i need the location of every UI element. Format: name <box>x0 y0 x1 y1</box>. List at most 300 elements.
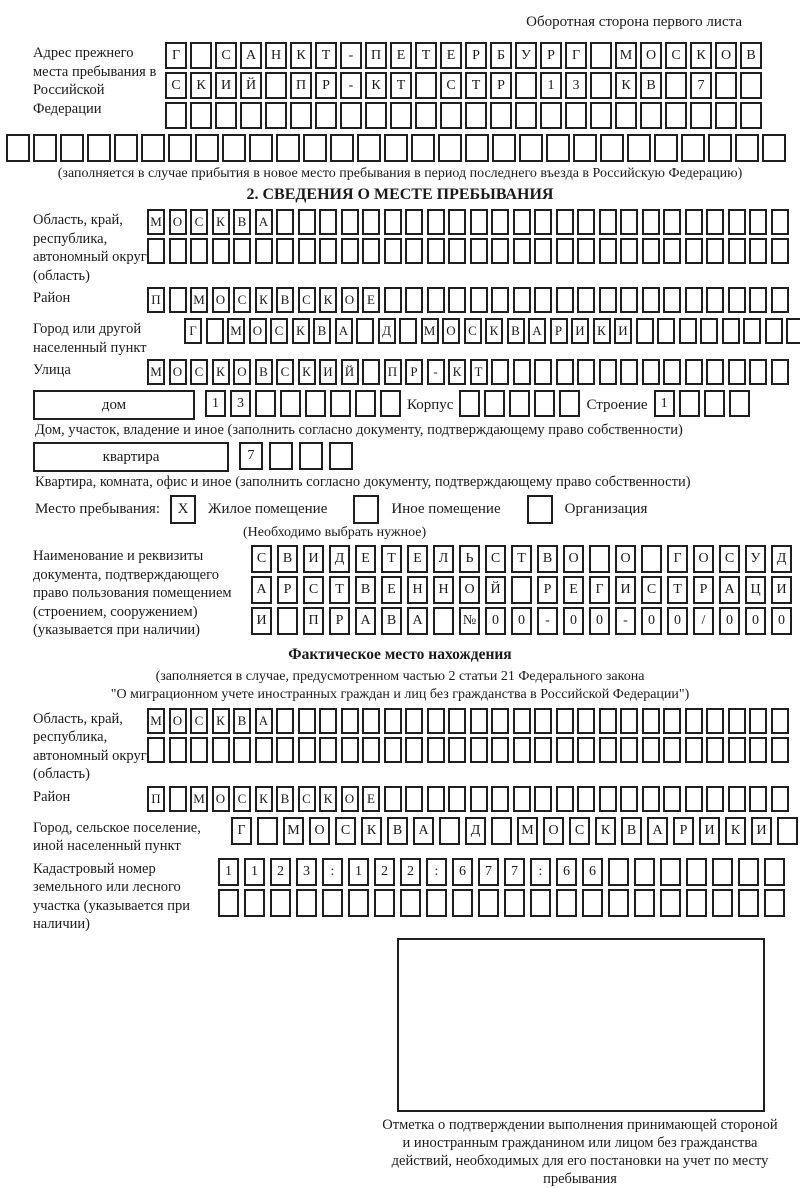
char-cell[interactable] <box>433 607 454 635</box>
char-cell[interactable] <box>513 238 531 264</box>
char-cell[interactable]: Е <box>390 42 412 69</box>
char-cell[interactable] <box>559 390 580 417</box>
char-cell[interactable] <box>686 858 707 886</box>
char-cell[interactable]: О <box>341 786 359 812</box>
char-cell[interactable] <box>322 889 343 917</box>
char-cell[interactable] <box>556 786 574 812</box>
char-cell[interactable]: Р <box>329 607 350 635</box>
char-cell[interactable]: Й <box>341 359 359 385</box>
char-cell[interactable]: М <box>147 708 165 734</box>
char-cell[interactable] <box>556 209 574 235</box>
char-cell[interactable]: С <box>251 545 272 573</box>
char-cell[interactable]: - <box>537 607 558 635</box>
char-cell[interactable]: 1 <box>540 72 562 99</box>
char-cell[interactable] <box>599 238 617 264</box>
char-cell[interactable]: С <box>440 72 462 99</box>
char-cell[interactable] <box>448 209 466 235</box>
char-cell[interactable]: - <box>340 72 362 99</box>
char-cell[interactable]: У <box>745 545 766 573</box>
char-cell[interactable]: К <box>319 287 337 313</box>
char-cell[interactable] <box>491 287 509 313</box>
char-cell[interactable]: Е <box>407 545 428 573</box>
char-cell[interactable]: 1 <box>654 390 675 417</box>
char-cell[interactable]: В <box>276 287 294 313</box>
char-cell[interactable]: С <box>233 287 251 313</box>
char-cell[interactable] <box>459 390 480 417</box>
char-cell[interactable]: Д <box>465 817 486 845</box>
char-cell[interactable]: Т <box>329 576 350 604</box>
char-cell[interactable]: К <box>725 817 746 845</box>
char-cell[interactable] <box>405 737 423 763</box>
char-cell[interactable]: И <box>699 817 720 845</box>
char-cell[interactable]: А <box>719 576 740 604</box>
char-cell[interactable] <box>513 287 531 313</box>
char-cell[interactable]: Й <box>485 576 506 604</box>
char-cell[interactable] <box>233 238 251 264</box>
char-cell[interactable] <box>546 134 570 162</box>
char-cell[interactable]: 0 <box>485 607 506 635</box>
char-cell[interactable] <box>627 134 651 162</box>
char-cell[interactable]: И <box>303 545 324 573</box>
char-cell[interactable] <box>515 102 537 129</box>
char-cell[interactable] <box>212 737 230 763</box>
char-cell[interactable]: В <box>313 318 331 344</box>
char-cell[interactable]: П <box>290 72 312 99</box>
char-cell[interactable] <box>515 72 537 99</box>
char-cell[interactable]: К <box>290 42 312 69</box>
char-cell[interactable]: П <box>147 287 165 313</box>
char-cell[interactable] <box>319 708 337 734</box>
char-cell[interactable] <box>530 889 551 917</box>
char-cell[interactable] <box>255 390 276 417</box>
char-cell[interactable] <box>426 889 447 917</box>
char-cell[interactable] <box>206 318 224 344</box>
char-cell[interactable]: Т <box>415 42 437 69</box>
char-cell[interactable]: К <box>485 318 503 344</box>
char-cell[interactable] <box>380 390 401 417</box>
char-cell[interactable] <box>642 737 660 763</box>
char-cell[interactable] <box>740 102 762 129</box>
char-cell[interactable] <box>764 889 785 917</box>
char-cell[interactable] <box>141 134 165 162</box>
char-cell[interactable]: О <box>442 318 460 344</box>
char-cell[interactable]: О <box>543 817 564 845</box>
char-cell[interactable]: С <box>190 359 208 385</box>
char-cell[interactable]: 2 <box>400 858 421 886</box>
char-cell[interactable] <box>771 209 789 235</box>
char-cell[interactable] <box>715 72 737 99</box>
char-cell[interactable]: Г <box>667 545 688 573</box>
char-cell[interactable] <box>577 359 595 385</box>
char-cell[interactable] <box>642 708 660 734</box>
char-cell[interactable] <box>608 889 629 917</box>
char-cell[interactable] <box>686 889 707 917</box>
char-cell[interactable] <box>491 737 509 763</box>
char-cell[interactable] <box>728 238 746 264</box>
char-cell[interactable] <box>534 359 552 385</box>
char-cell[interactable] <box>399 318 417 344</box>
char-cell[interactable] <box>573 134 597 162</box>
char-cell[interactable]: 2 <box>270 858 291 886</box>
char-cell[interactable] <box>405 287 423 313</box>
char-cell[interactable] <box>265 72 287 99</box>
char-cell[interactable]: В <box>381 607 402 635</box>
char-cell[interactable] <box>362 238 380 264</box>
char-cell[interactable] <box>728 737 746 763</box>
char-cell[interactable] <box>640 102 662 129</box>
char-cell[interactable]: В <box>276 786 294 812</box>
char-cell[interactable]: Д <box>771 545 792 573</box>
char-cell[interactable] <box>438 134 462 162</box>
char-cell[interactable]: О <box>341 287 359 313</box>
char-cell[interactable] <box>534 390 555 417</box>
char-cell[interactable] <box>357 134 381 162</box>
char-cell[interactable] <box>448 287 466 313</box>
char-cell[interactable] <box>728 708 746 734</box>
char-cell[interactable] <box>257 817 278 845</box>
char-cell[interactable] <box>704 390 725 417</box>
char-cell[interactable]: Е <box>440 42 462 69</box>
char-cell[interactable] <box>362 737 380 763</box>
char-cell[interactable] <box>470 786 488 812</box>
char-cell[interactable] <box>277 607 298 635</box>
char-cell[interactable] <box>556 708 574 734</box>
char-cell[interactable]: К <box>255 287 273 313</box>
char-cell[interactable] <box>642 238 660 264</box>
char-cell[interactable] <box>599 209 617 235</box>
char-cell[interactable]: О <box>233 359 251 385</box>
char-cell[interactable] <box>114 134 138 162</box>
char-cell[interactable] <box>470 708 488 734</box>
char-cell[interactable]: М <box>147 359 165 385</box>
char-cell[interactable] <box>660 889 681 917</box>
char-cell[interactable] <box>276 238 294 264</box>
char-cell[interactable] <box>491 238 509 264</box>
char-cell[interactable]: Р <box>673 817 694 845</box>
char-cell[interactable] <box>634 889 655 917</box>
char-cell[interactable] <box>540 102 562 129</box>
char-cell[interactable] <box>685 786 703 812</box>
char-cell[interactable]: О <box>715 42 737 69</box>
char-cell[interactable] <box>706 708 724 734</box>
char-cell[interactable]: А <box>255 209 273 235</box>
char-cell[interactable] <box>663 708 681 734</box>
char-cell[interactable] <box>690 102 712 129</box>
char-cell[interactable]: : <box>426 858 447 886</box>
char-cell[interactable] <box>660 858 681 886</box>
char-cell[interactable]: Е <box>563 576 584 604</box>
char-cell[interactable]: 3 <box>565 72 587 99</box>
char-cell[interactable]: Е <box>362 786 380 812</box>
char-cell[interactable] <box>305 390 326 417</box>
char-cell[interactable] <box>427 287 445 313</box>
char-cell[interactable] <box>411 134 435 162</box>
char-cell[interactable] <box>771 737 789 763</box>
char-cell[interactable] <box>440 102 462 129</box>
char-cell[interactable]: О <box>169 708 187 734</box>
char-cell[interactable] <box>190 42 212 69</box>
char-cell[interactable] <box>276 209 294 235</box>
char-cell[interactable]: О <box>693 545 714 573</box>
char-cell[interactable] <box>749 708 767 734</box>
char-cell[interactable] <box>771 359 789 385</box>
char-cell[interactable] <box>356 318 374 344</box>
char-cell[interactable] <box>715 102 737 129</box>
char-cell[interactable] <box>556 737 574 763</box>
char-cell[interactable]: Р <box>465 42 487 69</box>
char-cell[interactable]: М <box>421 318 439 344</box>
char-cell[interactable] <box>513 209 531 235</box>
char-cell[interactable]: К <box>255 786 273 812</box>
char-cell[interactable]: Р <box>490 72 512 99</box>
char-cell[interactable] <box>280 390 301 417</box>
char-cell[interactable]: М <box>190 287 208 313</box>
char-cell[interactable] <box>448 708 466 734</box>
char-cell[interactable]: В <box>355 576 376 604</box>
char-cell[interactable]: 2 <box>374 858 395 886</box>
char-cell[interactable] <box>491 209 509 235</box>
char-cell[interactable] <box>470 209 488 235</box>
char-cell[interactable]: Т <box>470 359 488 385</box>
char-cell[interactable] <box>299 442 323 470</box>
char-cell[interactable] <box>439 817 460 845</box>
char-cell[interactable] <box>771 708 789 734</box>
char-cell[interactable]: Г <box>565 42 587 69</box>
char-cell[interactable]: 0 <box>745 607 766 635</box>
char-cell[interactable]: 0 <box>719 607 740 635</box>
char-cell[interactable]: Й <box>240 72 262 99</box>
char-cell[interactable]: / <box>693 607 714 635</box>
char-cell[interactable] <box>165 102 187 129</box>
char-cell[interactable] <box>509 390 530 417</box>
char-cell[interactable] <box>465 102 487 129</box>
char-cell[interactable]: Г <box>589 576 610 604</box>
char-cell[interactable]: Т <box>465 72 487 99</box>
char-cell[interactable] <box>478 889 499 917</box>
char-cell[interactable] <box>634 858 655 886</box>
char-cell[interactable] <box>296 889 317 917</box>
char-cell[interactable]: 0 <box>641 607 662 635</box>
char-cell[interactable]: 3 <box>230 390 251 417</box>
char-cell[interactable]: 1 <box>348 858 369 886</box>
char-cell[interactable]: Г <box>231 817 252 845</box>
char-cell[interactable]: Н <box>265 42 287 69</box>
char-cell[interactable] <box>749 737 767 763</box>
char-cell[interactable] <box>298 238 316 264</box>
char-cell[interactable] <box>599 737 617 763</box>
char-cell[interactable]: С <box>270 318 288 344</box>
char-cell[interactable]: В <box>621 817 642 845</box>
char-cell[interactable]: И <box>751 817 772 845</box>
char-cell[interactable]: Г <box>165 42 187 69</box>
char-cell[interactable] <box>599 287 617 313</box>
char-cell[interactable]: М <box>190 786 208 812</box>
char-cell[interactable]: М <box>147 209 165 235</box>
char-cell[interactable] <box>491 786 509 812</box>
char-cell[interactable]: Т <box>667 576 688 604</box>
char-cell[interactable]: М <box>283 817 304 845</box>
char-cell[interactable] <box>470 287 488 313</box>
char-cell[interactable] <box>452 889 473 917</box>
char-cell[interactable] <box>384 238 402 264</box>
char-cell[interactable] <box>706 209 724 235</box>
char-cell[interactable]: К <box>190 72 212 99</box>
char-cell[interactable] <box>582 889 603 917</box>
char-cell[interactable] <box>222 134 246 162</box>
char-cell[interactable] <box>415 72 437 99</box>
char-cell[interactable] <box>168 134 192 162</box>
char-cell[interactable] <box>315 102 337 129</box>
char-cell[interactable] <box>276 737 294 763</box>
char-cell[interactable]: Н <box>407 576 428 604</box>
char-cell[interactable] <box>169 737 187 763</box>
char-cell[interactable] <box>762 134 786 162</box>
char-cell[interactable] <box>620 209 638 235</box>
char-cell[interactable] <box>6 134 30 162</box>
char-cell[interactable] <box>665 102 687 129</box>
char-cell[interactable] <box>590 42 612 69</box>
char-cell[interactable] <box>374 889 395 917</box>
char-cell[interactable] <box>565 102 587 129</box>
char-cell[interactable] <box>470 737 488 763</box>
char-cell[interactable] <box>147 737 165 763</box>
char-cell[interactable]: 6 <box>452 858 473 886</box>
char-cell[interactable] <box>147 238 165 264</box>
char-cell[interactable]: О <box>212 786 230 812</box>
char-cell[interactable]: С <box>464 318 482 344</box>
char-cell[interactable] <box>590 72 612 99</box>
char-cell[interactable]: Т <box>511 545 532 573</box>
char-cell[interactable]: А <box>647 817 668 845</box>
char-cell[interactable] <box>427 786 445 812</box>
char-cell[interactable]: 0 <box>511 607 532 635</box>
char-cell[interactable] <box>427 737 445 763</box>
char-cell[interactable] <box>728 209 746 235</box>
char-cell[interactable] <box>743 318 761 344</box>
char-cell[interactable]: О <box>563 545 584 573</box>
char-cell[interactable]: С <box>165 72 187 99</box>
char-cell[interactable] <box>679 318 697 344</box>
char-cell[interactable] <box>706 287 724 313</box>
char-cell[interactable] <box>764 858 785 886</box>
char-cell[interactable]: К <box>593 318 611 344</box>
char-cell[interactable]: А <box>355 607 376 635</box>
char-cell[interactable] <box>577 786 595 812</box>
char-cell[interactable]: 7 <box>690 72 712 99</box>
char-cell[interactable]: К <box>595 817 616 845</box>
char-cell[interactable] <box>255 737 273 763</box>
char-cell[interactable] <box>60 134 84 162</box>
char-cell[interactable]: П <box>147 786 165 812</box>
char-cell[interactable] <box>728 786 746 812</box>
char-cell[interactable] <box>218 889 239 917</box>
char-cell[interactable] <box>728 287 746 313</box>
char-cell[interactable] <box>685 238 703 264</box>
char-cell[interactable] <box>620 359 638 385</box>
char-cell[interactable] <box>642 287 660 313</box>
char-cell[interactable]: А <box>251 576 272 604</box>
char-cell[interactable] <box>663 737 681 763</box>
char-cell[interactable]: С <box>665 42 687 69</box>
char-cell[interactable] <box>513 708 531 734</box>
char-cell[interactable]: В <box>277 545 298 573</box>
char-cell[interactable] <box>491 708 509 734</box>
char-cell[interactable]: Б <box>490 42 512 69</box>
char-cell[interactable] <box>400 889 421 917</box>
char-cell[interactable] <box>448 786 466 812</box>
char-cell[interactable]: П <box>365 42 387 69</box>
char-cell[interactable]: О <box>169 209 187 235</box>
char-cell[interactable] <box>319 238 337 264</box>
char-cell[interactable]: Р <box>405 359 423 385</box>
char-cell[interactable] <box>615 102 637 129</box>
char-cell[interactable] <box>190 102 212 129</box>
char-cell[interactable]: Т <box>381 545 402 573</box>
char-cell[interactable] <box>738 858 759 886</box>
char-cell[interactable] <box>384 134 408 162</box>
char-cell[interactable]: 1 <box>244 858 265 886</box>
char-cell[interactable]: И <box>614 318 632 344</box>
char-cell[interactable] <box>276 134 300 162</box>
char-cell[interactable]: Р <box>277 576 298 604</box>
char-cell[interactable]: У <box>515 42 537 69</box>
char-cell[interactable]: № <box>459 607 480 635</box>
char-cell[interactable] <box>556 359 574 385</box>
char-cell[interactable]: 6 <box>556 858 577 886</box>
char-cell[interactable]: 0 <box>563 607 584 635</box>
char-cell[interactable]: Н <box>433 576 454 604</box>
char-cell[interactable] <box>384 786 402 812</box>
char-cell[interactable] <box>504 889 525 917</box>
char-cell[interactable] <box>513 737 531 763</box>
char-cell[interactable]: М <box>227 318 245 344</box>
char-cell[interactable]: К <box>212 359 230 385</box>
char-cell[interactable] <box>519 134 543 162</box>
char-cell[interactable]: В <box>387 817 408 845</box>
char-cell[interactable] <box>427 708 445 734</box>
char-cell[interactable] <box>722 318 740 344</box>
char-cell[interactable]: К <box>448 359 466 385</box>
char-cell[interactable] <box>608 858 629 886</box>
char-cell[interactable]: 7 <box>504 858 525 886</box>
char-cell[interactable] <box>384 209 402 235</box>
char-cell[interactable]: Д <box>329 545 350 573</box>
char-cell[interactable]: - <box>615 607 636 635</box>
checkbox-organization[interactable] <box>527 495 553 524</box>
char-cell[interactable]: : <box>322 858 343 886</box>
char-cell[interactable]: Ц <box>745 576 766 604</box>
char-cell[interactable]: О <box>309 817 330 845</box>
char-cell[interactable] <box>492 134 516 162</box>
char-cell[interactable]: М <box>517 817 538 845</box>
char-cell[interactable] <box>577 209 595 235</box>
char-cell[interactable]: Р <box>693 576 714 604</box>
char-cell[interactable] <box>685 737 703 763</box>
char-cell[interactable] <box>577 708 595 734</box>
char-cell[interactable] <box>663 238 681 264</box>
char-cell[interactable] <box>341 238 359 264</box>
char-cell[interactable] <box>749 238 767 264</box>
char-cell[interactable] <box>470 238 488 264</box>
char-cell[interactable] <box>330 134 354 162</box>
char-cell[interactable]: А <box>528 318 546 344</box>
char-cell[interactable] <box>712 858 733 886</box>
char-cell[interactable]: П <box>303 607 324 635</box>
char-cell[interactable]: К <box>298 359 316 385</box>
char-cell[interactable] <box>765 318 783 344</box>
char-cell[interactable] <box>348 889 369 917</box>
char-cell[interactable] <box>484 390 505 417</box>
